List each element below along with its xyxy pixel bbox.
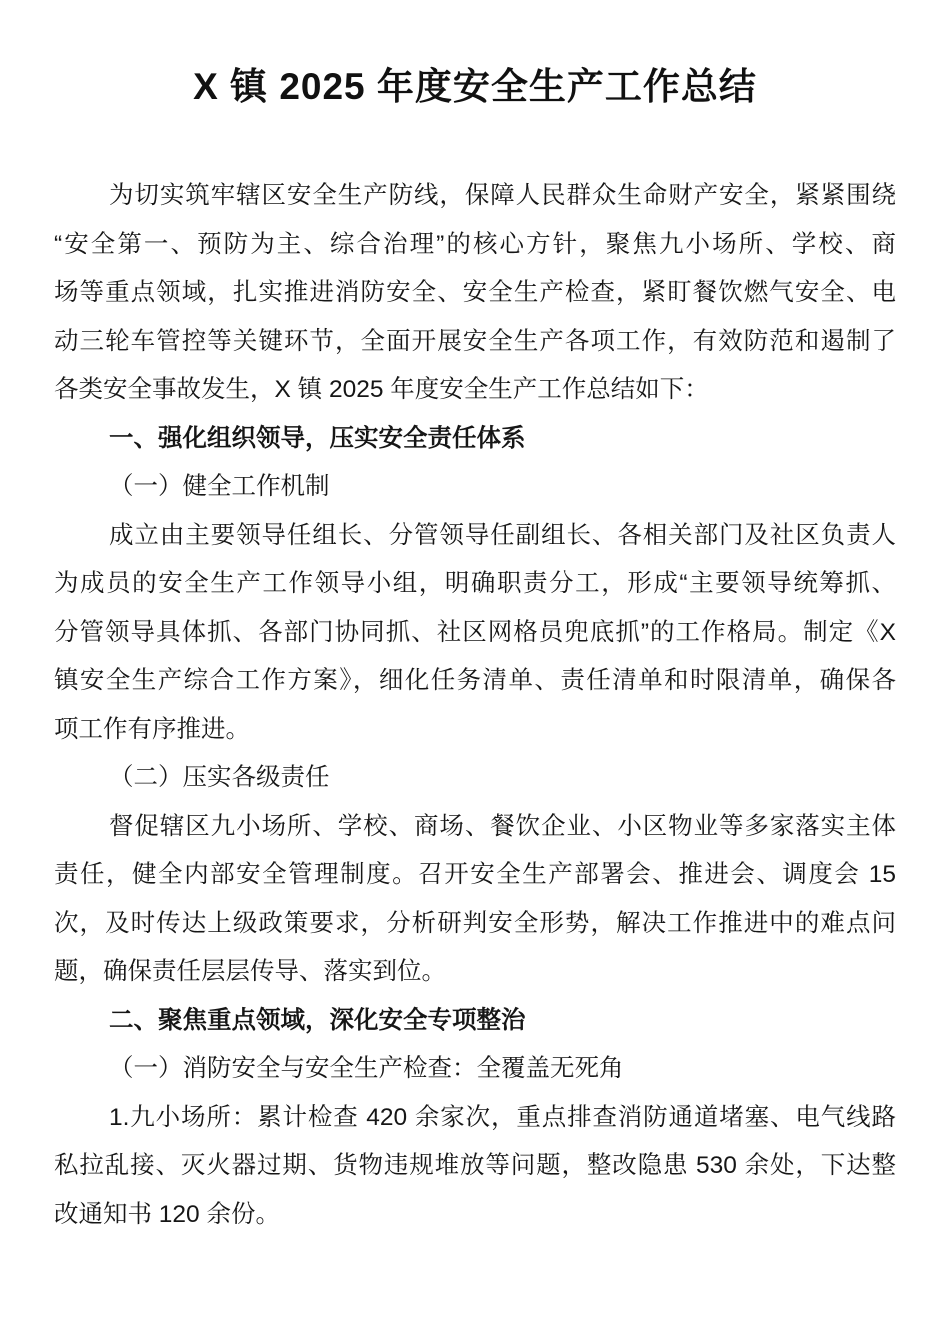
heading2-line: （一）消防安全与安全生产检查：全覆盖无死角 bbox=[109, 1055, 624, 1082]
paragraph-line: 督促辖区九小场所、学校、商场、餐饮企业、小区物业等多家落实主体 bbox=[109, 812, 896, 840]
paragraph-line: 1.九小场所：累计检查 420 余家次，重点排查消防通道堵塞、电气线路 bbox=[109, 1103, 896, 1131]
paragraph-line: “安全第一、预防为主、综合治理”的核心方针，聚焦九小场所、学校、商 bbox=[54, 230, 896, 258]
heading1-line: 一、强化组织领导，压实安全责任体系 bbox=[109, 424, 526, 452]
paragraph-line: 动三轮车管控等关键环节，全面开展安全生产各项工作，有效防范和遏制了 bbox=[54, 327, 896, 355]
heading1-line: 二、聚焦重点领域，深化安全专项整治 bbox=[109, 1006, 526, 1034]
paragraph-line: 分管领导具体抓、各部门协同抓、社区网格员兜底抓”的工作格局。制定《X bbox=[54, 618, 896, 646]
heading2-line: （二）压实各级责任 bbox=[109, 764, 330, 791]
paragraph-line: 各类安全事故发生，X 镇 2025 年度安全生产工作总结如下： bbox=[54, 376, 709, 403]
paragraph-line: 成立由主要领导任组长、分管领导任副组长、各相关部门及社区负责人 bbox=[109, 521, 896, 549]
heading2-line: （一）健全工作机制 bbox=[109, 473, 330, 500]
paragraph-line: 次，及时传达上级政策要求，分析研判安全形势，解决工作推进中的难点问 bbox=[54, 909, 896, 937]
paragraph-line: 私拉乱接、灭火器过期、货物违规堆放等问题，整改隐患 530 余处，下达整 bbox=[54, 1152, 896, 1179]
paragraph-line: 项工作有序推进。 bbox=[54, 715, 250, 743]
paragraph-line: 题，确保责任层层传导、落实到位。 bbox=[54, 958, 446, 985]
paragraph-line: 为成员的安全生产工作领导小组，明确职责分工，形成“主要领导统筹抓、 bbox=[54, 570, 896, 597]
paragraph-line: 改通知书 120 余份。 bbox=[54, 1200, 280, 1228]
paragraph-line: 场等重点领域，扎实推进消防安全、安全生产检查，紧盯餐饮燃气安全、电 bbox=[54, 279, 896, 306]
paragraph-line: 镇安全生产综合工作方案》，细化任务清单、责任清单和时限清单，确保各 bbox=[54, 667, 896, 694]
document-title: X 镇 2025 年度安全生产工作总结 bbox=[193, 66, 757, 107]
paragraph-line: 责任，健全内部安全管理制度。召开安全生产部署会、推进会、调度会 15 bbox=[54, 861, 896, 888]
document-body bbox=[0, 172, 950, 1239]
paragraph-line: 为切实筑牢辖区安全生产防线，保障人民群众生命财产安全，紧紧围绕 bbox=[109, 182, 896, 209]
